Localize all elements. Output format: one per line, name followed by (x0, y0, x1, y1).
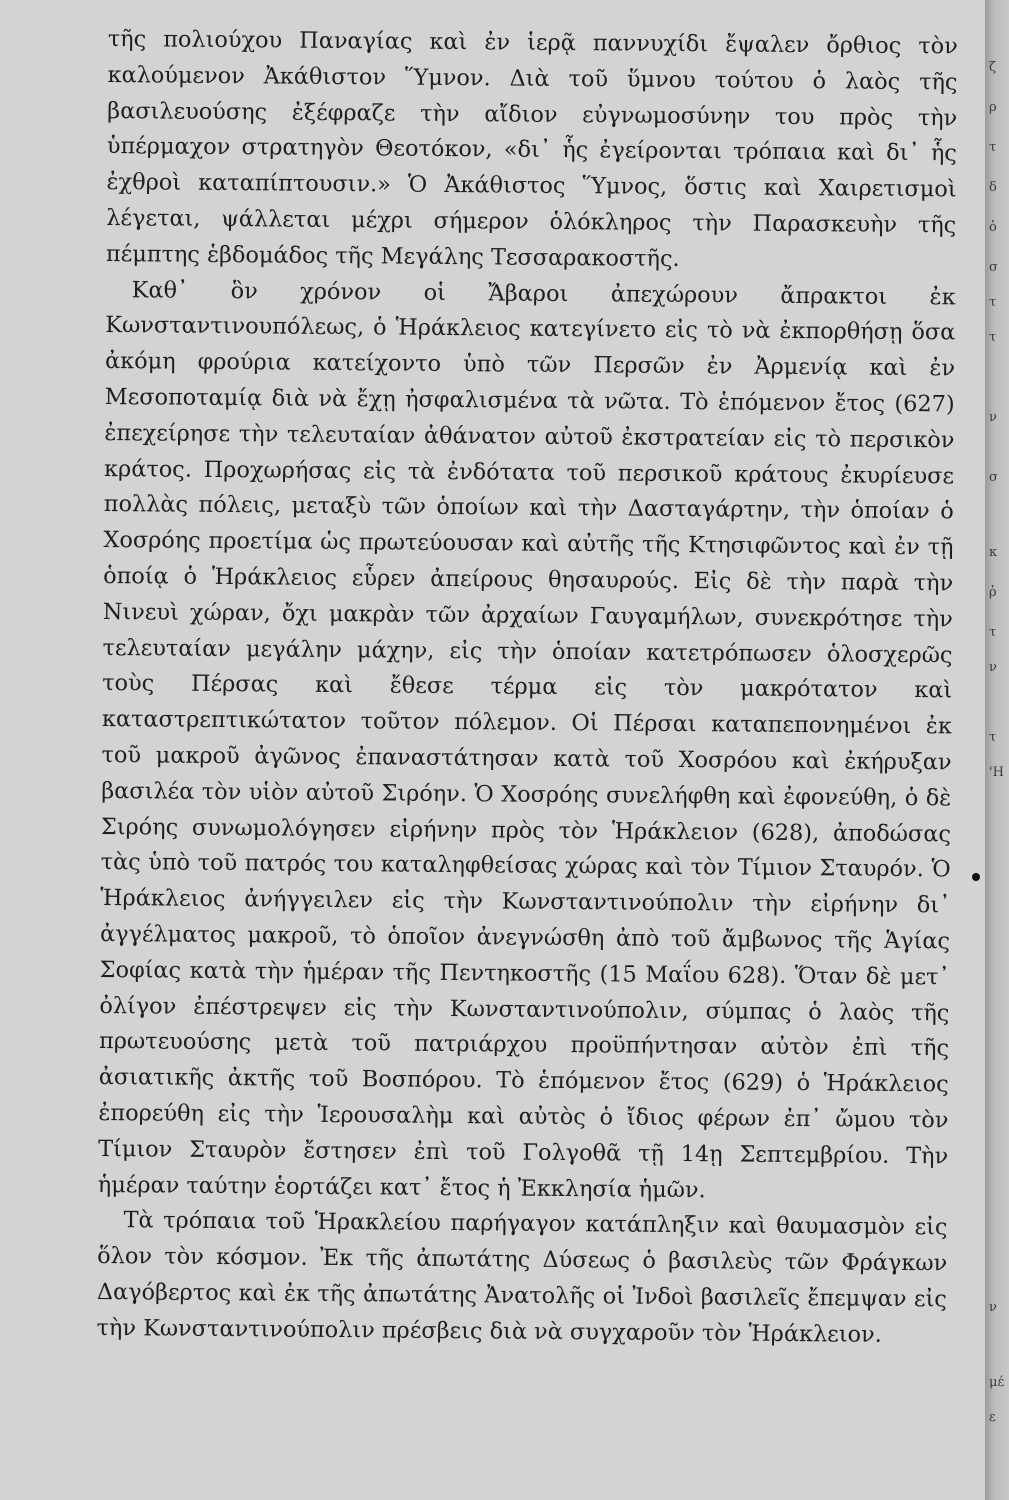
margin-fragment: μέ (989, 1375, 1005, 1390)
margin-fragment: τ (989, 330, 997, 345)
margin-fragment: σ (989, 260, 998, 275)
margin-fragment: κ (989, 545, 998, 560)
margin-fragment: σ (989, 470, 998, 485)
margin-fragment: ε (989, 1410, 996, 1425)
paragraph-1: τῆς πολιούχου Παναγίας καὶ ἐν ἱερᾷ παννυχίδι ἔψαλεν ὄρθιος τὸν καλούμενον Ἀκάθιστον Ὕμνον. Διὰ τοῦ ὕμνου τούτου ὁ λαὸς τῆς βασιλευούσης ἐξέφραζε τὴν αἴδιον εὐγνωμοσύνην του πρὸς τὴν ὑπέρμαχον στρατηγὸν Θεοτόκον, «δι᾽ ἧς ἐγείρονται τρόπαια καὶ δι᾽ ἧς ἐχθροὶ καταπίπτουσιν.» Ὁ Ἀκάθιστος Ὕμνος, ὅστις καὶ Χαιρετισμοὶ λέγεται, ψάλλεται μέχρι σήμερον ὁλόκληρος τὴν Παρασκευὴν τῆς πέμπτης ἑβδομάδος τῆς Μεγάλης Τεσσαρακοστῆς. (105, 25, 958, 272)
margin-fragment: ρ (989, 100, 997, 115)
margin-fragment: ν (989, 660, 997, 675)
margin-fragment: δ (989, 180, 997, 195)
adjacent-page-edge (985, 0, 1009, 1500)
margin-fragment: ὁ (989, 220, 997, 235)
margin-fragment: ν (989, 410, 997, 425)
paragraph-3: Τὰ τρόπαια τοῦ Ἡρακλείου παρήγαγον κατάπληξιν καὶ θαυμασμὸν εἰς ὅλον τὸν κόσμον. Ἐκ τῆς ἀπωτάτης Δύσεως ὁ βασιλεὺς τῶν Φράγκων Δαγόβερτος καὶ ἐκ τῆς ἀπωτάτης Ἀνατολῆς οἱ Ἰνδοὶ βασιλεῖς ἔπεμψαν εἰς τὴν Κωνσταντινούπολιν πρέσβεις διὰ νὰ συγχαροῦν τὸν Ἡράκλειον. (96, 1207, 948, 1348)
margin-fragment: τ (989, 140, 997, 155)
body-text (96, 22, 958, 1354)
margin-fragment: ν (989, 1300, 997, 1315)
margin-fragment: 'Η (989, 765, 1004, 780)
margin-fragment: τ (989, 730, 997, 745)
margin-fragment: ζ (989, 60, 997, 75)
margin-fragment: τ (989, 625, 997, 640)
margin-fragment: τ (989, 295, 997, 310)
margin-fragment: ῥ (989, 585, 997, 600)
ink-dot (972, 873, 980, 881)
paragraph-2: Καθ᾽ ὃν χρόνον οἱ Ἄβαροι ἀπεχώρουν ἄπρακτοι ἐκ Κωνσταντινουπόλεως, ὁ Ἡράκλειος κατεγίνετο εἰς τὸ νὰ ἐκπορθήσῃ ὅσα ἀκόμη φρούρια κατείχοντο ὑπὸ τῶν Περσῶν ἐν Ἀρμενίᾳ καὶ ἐν Μεσοποταμίᾳ διὰ νὰ ἔχῃ ἠσφαλισμένα τὰ νῶτα. Τὸ ἑπόμενον ἔτος (627) ἐπεχείρησε τὴν τελευταίαν ἀθάνατον αὐτοῦ ἐκστρατείαν εἰς τὸ περσικὸν κράτος. Προχωρήσας εἰς τὰ ἐνδότατα τοῦ περσικοῦ κράτους ἐκυρίευσε πολλὰς πόλεις, μεταξὺ τῶν ὁποίων καὶ τὴν Δασταγάρτην, τὴν ὁποίαν ὁ Χοσρόης προετίμα ὡς πρωτεύουσαν καὶ αὐτῆς τῆς Κτησιφῶντος καὶ ἐν τῇ ὁποίᾳ ὁ Ἡράκλειος εὗρεν ἀπείρους θησαυρούς. Εἰς δὲ τὴν παρὰ τὴν Νινευὶ χώραν, ὄχι μακρὰν τῶν ἀρχαίων Γαυγαμήλων, συνεκρότησε τὴν τελευταίαν μεγάλην μάχην, εἰς τὴν ὁποίαν κατετρόπωσεν ὁλοσχερῶς τοὺς Πέρσας καὶ ἔθεσε τέρμα εἰς τὸν μακρότατον καὶ καταστρεπτικώτατον τοῦτον πόλεμον. Οἱ Πέρσαι καταπεπονημένοι ἐκ τοῦ μακροῦ ἀγῶνος ἐπαναστάτησαν κατὰ τοῦ Χοσρόου καὶ ἐκήρυξαν βασιλέα τὸν υἱὸν αὐτοῦ Σιρόην. Ὁ Χοσρόης συνελήφθη καὶ ἐφονεύθη, ὁ δὲ Σιρόης συνωμολόγησεν εἰρήνην πρὸς τὸν Ἡράκλειον (628), ἀποδώσας τὰς ὑπὸ τοῦ πατρός του καταληφθείσας χώρας καὶ τὸν Τίμιον Σταυρόν. Ὁ Ἡράκλειος ἀνήγγειλεν εἰς τὴν Κωνσταντινούπολιν τὴν εἰρήνην δι᾽ ἀγγέλματος μακροῦ, τὸ ὁποῖον ἀνεγνώσθη ἀπὸ τοῦ ἄμβωνος τῆς Ἁγίας Σοφίας κατὰ τὴν ἡμέραν τῆς Πεντηκοστῆς (15 Μαΐου 628). Ὅταν δὲ μετ᾽ ὀλίγον ἐπέστρεψεν εἰς τὴν Κωνσταντινούπολιν, σύμπας ὁ λαὸς τῆς πρωτευούσης μετὰ τοῦ πατριάρχου προϋπήντησαν αὐτὸν ἐπὶ τῆς ἀσιατικῆς ἀκτῆς τοῦ Βοσπόρου. Τὸ ἑπόμενον ἔτος (629) ὁ Ἡράκλειος ἐπορεύθη εἰς τὴν Ἱερουσαλὴμ καὶ αὐτὸς ὁ ἴδιος φέρων ἐπ᾽ ὤμου τὸν Τίμιον Σταυρὸν ἔστησεν ἐπὶ τοῦ Γολγοθᾶ τῇ 14ῃ Σεπτεμβρίου. Τὴν ἡμέραν ταύτην ἑορτάζει κατ᾽ ἔτος ἡ Ἐκκλησία ἡμῶν. (97, 276, 956, 1203)
